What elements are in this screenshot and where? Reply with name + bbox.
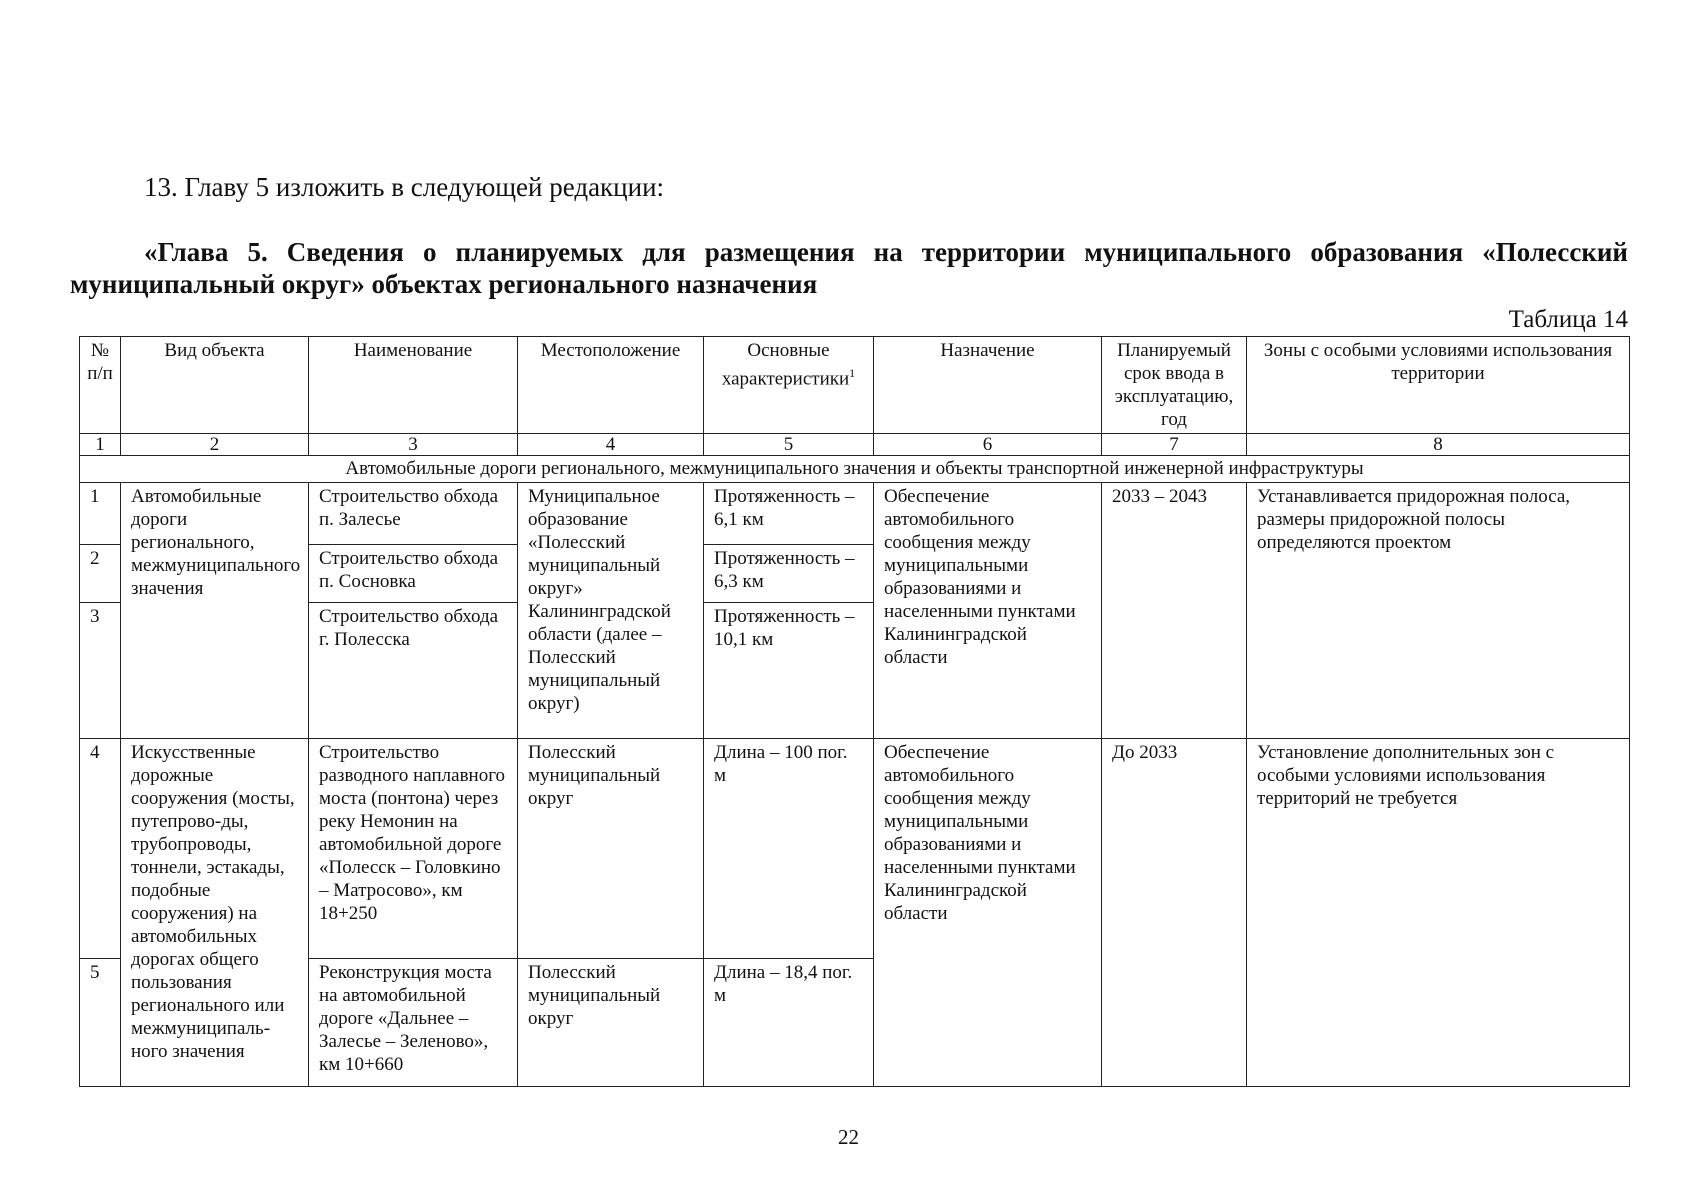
header-location: Местоположение — [518, 337, 704, 434]
footnote-marker: 1 — [849, 366, 856, 380]
object-zones: Устанавливается придорожная полоса, размеры придорожной полосы определяются проектом — [1247, 483, 1630, 739]
header-zones: Зоны с особыми условиями использования территории — [1247, 337, 1630, 434]
object-location: Полесский муниципальный округ — [518, 739, 704, 959]
object-purpose: Обеспечение автомобильного сообщения между муниципальными образованиями и населенными пунктами Калининградской области — [874, 483, 1102, 739]
object-term: 2033 – 2043 — [1102, 483, 1247, 739]
column-number: 8 — [1247, 434, 1630, 456]
object-location: Муниципальное образование «Полесский муниципальный округ» Калининградской области (далее – Полесский муниципальный округ) — [518, 483, 704, 739]
object-characteristics: Протяженность – 6,1 км — [704, 483, 874, 545]
object-characteristics: Длина – 100 пог. м — [704, 739, 874, 959]
object-term: До 2033 — [1102, 739, 1247, 1087]
object-name: Строительство обхода п. Сосновка — [309, 545, 518, 603]
column-number: 6 — [874, 434, 1102, 456]
header-row — [80, 337, 1630, 434]
column-number: 7 — [1102, 434, 1247, 456]
object-type: Автомобильные дороги регионального, межмуниципального значения — [121, 483, 309, 739]
section-title: Автомобильные дороги регионального, межмуниципального значения и объекты транспортной инженерной инфраструктуры — [80, 456, 1630, 483]
object-name: Строительство обхода п. Залесье — [309, 483, 518, 545]
object-type: Искусственные дорожные сооружения (мосты, путепрово-ды, трубопроводы, тоннели, эстакады, подобные сооружения) на автомобильных дорогах общего пользования регионального или межмуниципаль-ного значения — [121, 739, 309, 1087]
object-characteristics: Протяженность – 6,3 км — [704, 545, 874, 603]
column-number: 3 — [309, 434, 518, 456]
header-term: Планируемый срок ввода в эксплуатацию, год — [1102, 337, 1247, 434]
object-characteristics: Протяженность – 10,1 км — [704, 603, 874, 739]
object-name: Реконструкция моста на автомобильной дороге «Дальнее – Залесье – Зеленово», км 10+660 — [309, 959, 518, 1087]
table-number: Таблица 14 — [1508, 306, 1628, 333]
page-number: 22 — [838, 1125, 859, 1149]
object-purpose: Обеспечение автомобильного сообщения между муниципальными образованиями и населенными пунктами Калининградской области — [874, 739, 1102, 1087]
table-row — [80, 739, 1630, 959]
row-number: 3 — [80, 603, 121, 739]
header-type: Вид объекта — [121, 337, 309, 434]
column-number: 2 — [121, 434, 309, 456]
row-number: 5 — [80, 959, 121, 1087]
column-number: 5 — [704, 434, 874, 456]
intro-paragraph: 13. Главу 5 изложить в следующей редакции: — [144, 172, 665, 202]
column-numbers-row — [80, 434, 1630, 456]
header-characteristics-text: Основные характеристики — [721, 340, 850, 390]
table-row — [80, 483, 1630, 545]
column-number: 1 — [80, 434, 121, 456]
object-zones: Установление дополнительных зон с особыми условиями использования территорий не требуется — [1247, 739, 1630, 1087]
object-location: Полесский муниципальный округ — [518, 959, 704, 1087]
header-characteristics — [704, 337, 874, 434]
object-name: Строительство разводного наплавного моста (понтона) через реку Немонин на автомобильной дороге «Полесск – Головкино – Матросово», км 18+250 — [309, 739, 518, 959]
header-num: № п/п — [80, 337, 121, 434]
header-purpose: Назначение — [874, 337, 1102, 434]
object-characteristics: Длина – 18,4 пог. м — [704, 959, 874, 1087]
objects-table — [79, 336, 1630, 1087]
row-number: 2 — [80, 545, 121, 603]
object-name: Строительство обхода г. Полесска — [309, 603, 518, 739]
header-name: Наименование — [309, 337, 518, 434]
section-row — [80, 456, 1630, 483]
chapter-heading: «Глава 5. Сведения о планируемых для размещения на территории муниципального образования «Полесский муниципальный округ» объектах регионального назначения — [70, 237, 1628, 299]
row-number: 1 — [80, 483, 121, 545]
column-number: 4 — [518, 434, 704, 456]
row-number: 4 — [80, 739, 121, 959]
